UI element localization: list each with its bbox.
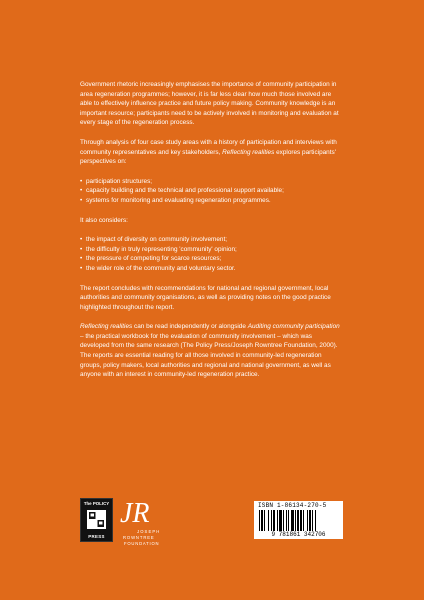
pp-monogram-icon [87, 510, 106, 529]
back-cover-blurb [80, 80, 342, 390]
jrf-logo [120, 500, 160, 546]
list-item: • the wider role of the community and voluntary sector. [80, 264, 342, 274]
list-item: • the difficulty in truly representing 'community' opinion; [80, 245, 342, 255]
companion-title-reference: Auditing community participation [247, 323, 340, 331]
jrf-monogram: JR [120, 498, 150, 529]
list-item: • the impact of diversity on community involvement; [80, 235, 342, 245]
jrf-logo-line: FOUNDATION [124, 541, 160, 546]
conclusion-paragraph: The report concludes with recommendations for national and regional government, local authorities and community organisations, as well as providing notes on the good practice highlighted throughout the report. [80, 284, 331, 311]
companion-text: can be read independently or alongside [134, 323, 246, 331]
list-item: • participation structures; [80, 177, 342, 187]
list-item: • capacity building and the technical and professional support available; [80, 186, 342, 196]
policy-press-logo-top-text: The POLICY [83, 501, 110, 506]
perspectives-list [80, 177, 342, 206]
isbn-number: ISBN 1-86134-270-5 [258, 502, 327, 509]
considers-heading: It also considers: [80, 216, 128, 224]
jrf-logo-line: JOSEPH [137, 529, 161, 534]
intro-paragraph: Government rhetoric increasingly emphasises the importance of community participation in area regeneration programmes; however, it is far less clear how much those involved are able to effectively influence practice and future policy making. Community knowledge is an important resource; participants need to be actively involved in monitoring and evaluation at every stage of the regeneration process. [80, 81, 339, 127]
companion-paragraph [80, 322, 342, 380]
analysis-text-end: explores participants' perspectives on: [80, 148, 336, 166]
list-item: • systems for monitoring and evaluating regeneration programmes. [80, 196, 342, 206]
book-title-reference: Reflecting realities [222, 148, 275, 156]
policy-press-logo [80, 498, 113, 542]
jrf-logo-line: ROWNTREE [123, 535, 155, 540]
analysis-paragraph [80, 138, 342, 167]
companion-text-end: – the practical workbook for the evaluation of community involvement – which was developed from the same research (The Policy Press/Joseph Rowntree Foundation, 2000). The reports are essential reading for all those involved in community-led regeneration groups, policy makers, local authorities and regional and national government, as well as anyone with an interest in community-led regeneration practice. [80, 332, 338, 379]
policy-press-logo-bottom-text: PRESS [88, 534, 105, 539]
considers-list [80, 235, 342, 273]
barcode-bars [258, 510, 339, 531]
isbn-barcode [254, 501, 343, 539]
analysis-text: Through analysis of four case study areas with a history of participation and interviews with community representatives and key stakeholders, [80, 138, 337, 156]
book-title-reference: Reflecting realities [80, 323, 133, 331]
barcode-number: 9 781861 342706 [271, 531, 326, 538]
list-item: • the pressure of competing for scarce resources; [80, 254, 342, 264]
